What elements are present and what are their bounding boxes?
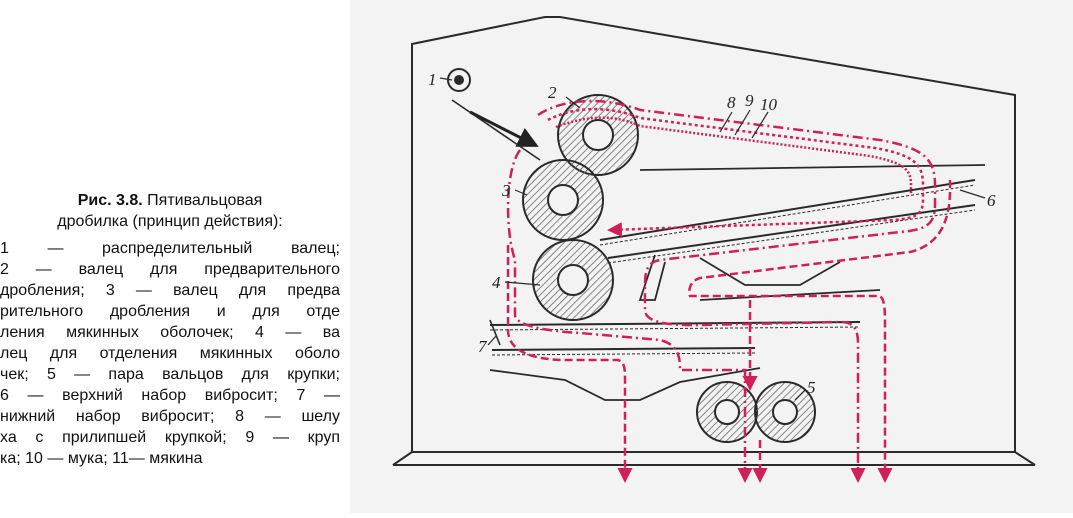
legend-line: 1 — распределительный валец; [0,240,340,257]
label-5: 5 [807,378,816,397]
legend-line: лец для отделения мякинных оболо [0,345,340,362]
roller-4 [533,240,613,320]
crusher-figure [350,0,1073,513]
label-1: 1 [428,70,437,89]
feed-arrow [470,112,535,145]
label-7: 7 [478,337,487,356]
figure-caption [0,190,340,469]
legend-line: 2 — валец для предварительного [0,261,340,278]
legend-line: рительного дробления и для отде [0,303,340,320]
figure-title: Пятивальцовая [147,192,263,209]
label-8: 8 [727,93,736,112]
legend [0,238,340,469]
figure-number: Рис. 3.8. [77,192,143,209]
roller-3 [523,160,603,240]
legend-line: ка; 10 — мука; 11— мякина [0,450,203,467]
label-9: 9 [745,91,754,110]
label-2: 2 [548,83,557,102]
feed-guide [452,100,540,160]
legend-line: ления мякинных оболочек; 4 — ва [0,324,340,341]
caption-title [0,190,340,232]
legend-line: нижний набор вибросит; 8 — шелу [0,408,340,425]
legend-line: ха с прилипшей крупкой; 9 — круп [0,429,340,446]
upper-sieve-set [600,165,985,300]
legend-line: чек; 5 — пара вальцов для крупки; [0,366,340,383]
label-6: 6 [987,191,996,210]
roller-pair-5 [697,382,815,442]
label-4: 4 [492,273,501,292]
crusher-diagram [350,0,1073,513]
figure-title-line2: дробилка (принцип действия): [57,213,283,230]
label-10: 10 [760,95,777,114]
label-3: 3 [502,181,511,200]
legend-line: дробления; 3 — валец для предва [0,282,340,299]
legend-line: 6 — верхний набор вибросит; 7 — [0,387,340,404]
